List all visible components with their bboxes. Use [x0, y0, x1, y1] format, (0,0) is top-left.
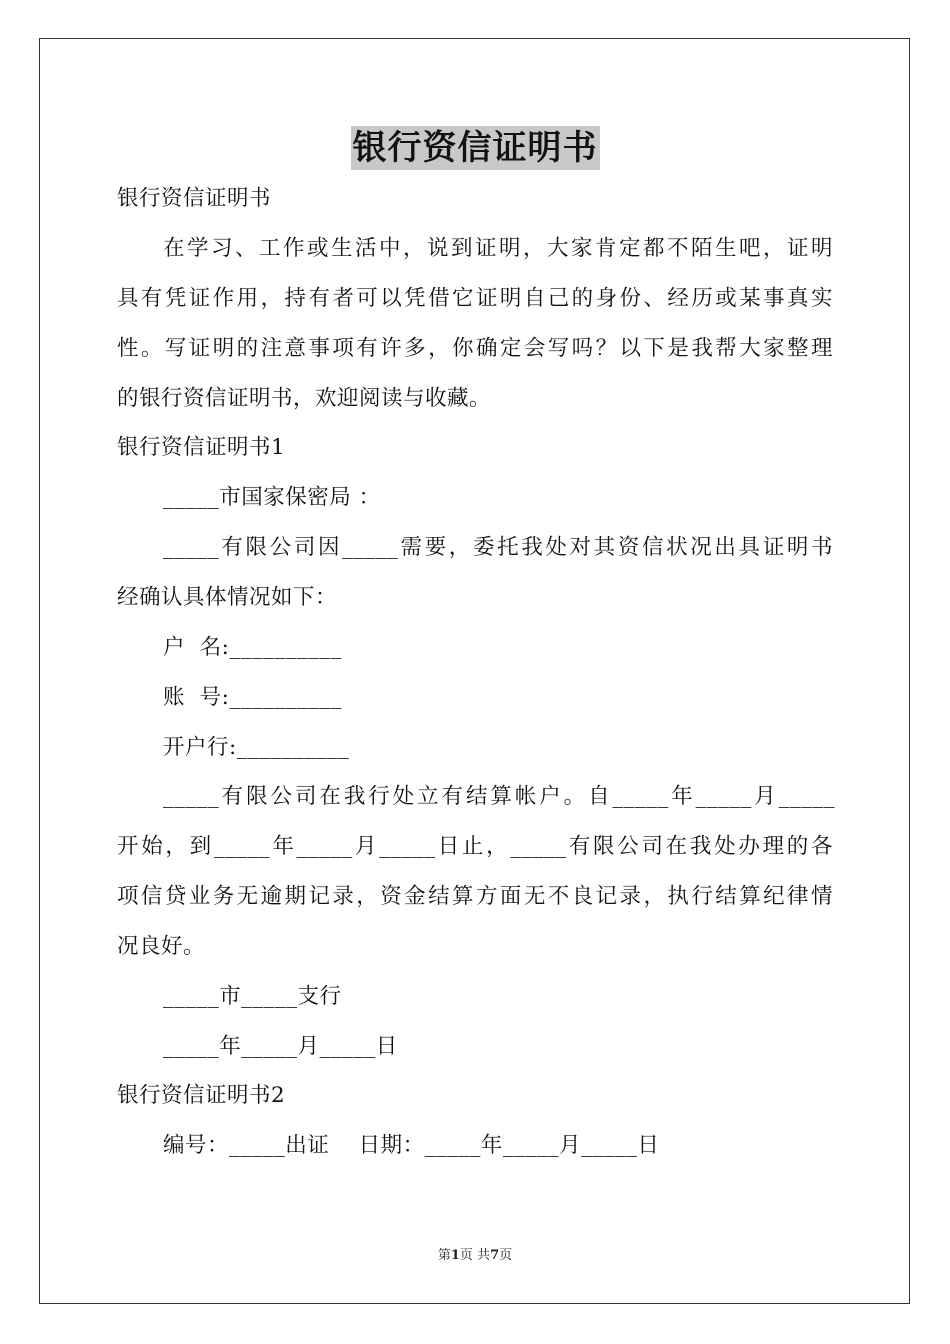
section1-date-line: _____年_____月_____日 — [163, 1034, 398, 1059]
document-subtitle: 银行资信证明书 — [117, 186, 272, 211]
page-footer — [0, 1247, 950, 1265]
footer-prefix: 第 — [437, 1248, 451, 1263]
intro-line-4: 的银行资信证明书，欢迎阅读与收藏。 — [117, 386, 492, 411]
footer-mid: 页 共 — [459, 1248, 491, 1263]
intro-line-2: 具有凭证作用，持有者可以凭借它证明自己的身份、经历或某事真实 — [117, 286, 833, 311]
page-border — [39, 38, 910, 1304]
section1-body-line-1: _____有限公司在我行处立有结算帐户。自_____年_____月_____ — [163, 784, 835, 809]
footer-current-page: 1 — [450, 1248, 460, 1263]
section1-bank-signature: _____市_____支行 — [163, 984, 342, 1009]
opening-bank-field: 开户行:__________ — [163, 735, 350, 760]
section1-body-line-4: 况良好。 — [117, 934, 206, 959]
intro-line-1: 在学习、工作或生活中，说到证明，大家肯定都不陌生吧，证明 — [163, 236, 833, 261]
footer-suffix: 页 — [499, 1248, 513, 1263]
section1-request-line: _____有限公司因_____需要，委托我处对其资信状况出具证明书 — [163, 535, 833, 560]
section1-body-line-3: 项信贷业务无逾期记录，资金结算方面无不良记录，执行结算纪律情 — [117, 884, 833, 909]
section2-number-date-line: 编号：_____出证 日期：_____年_____月_____日 — [163, 1133, 660, 1158]
title-container — [0, 126, 950, 170]
section2-heading: 银行资信证明书2 — [117, 1083, 286, 1108]
section1-confirm-line: 经确认具体情况如下： — [117, 585, 338, 610]
footer-total-pages: 7 — [490, 1248, 500, 1263]
intro-line-3: 性。写证明的注意事项有许多，你确定会写吗？以下是我帮大家整理 — [117, 336, 833, 361]
document-title: 银行资信证明书 — [352, 128, 598, 168]
section1-heading: 银行资信证明书1 — [117, 435, 286, 460]
account-number-field: 账 号:__________ — [163, 685, 342, 710]
section1-addressee: _____市国家保密局 ： — [163, 485, 381, 510]
section1-body-line-2: 开始，到_____年_____月_____日止，_____有限公司在我处办理的各 — [117, 834, 833, 859]
account-name-field: 户 名:__________ — [163, 635, 342, 660]
